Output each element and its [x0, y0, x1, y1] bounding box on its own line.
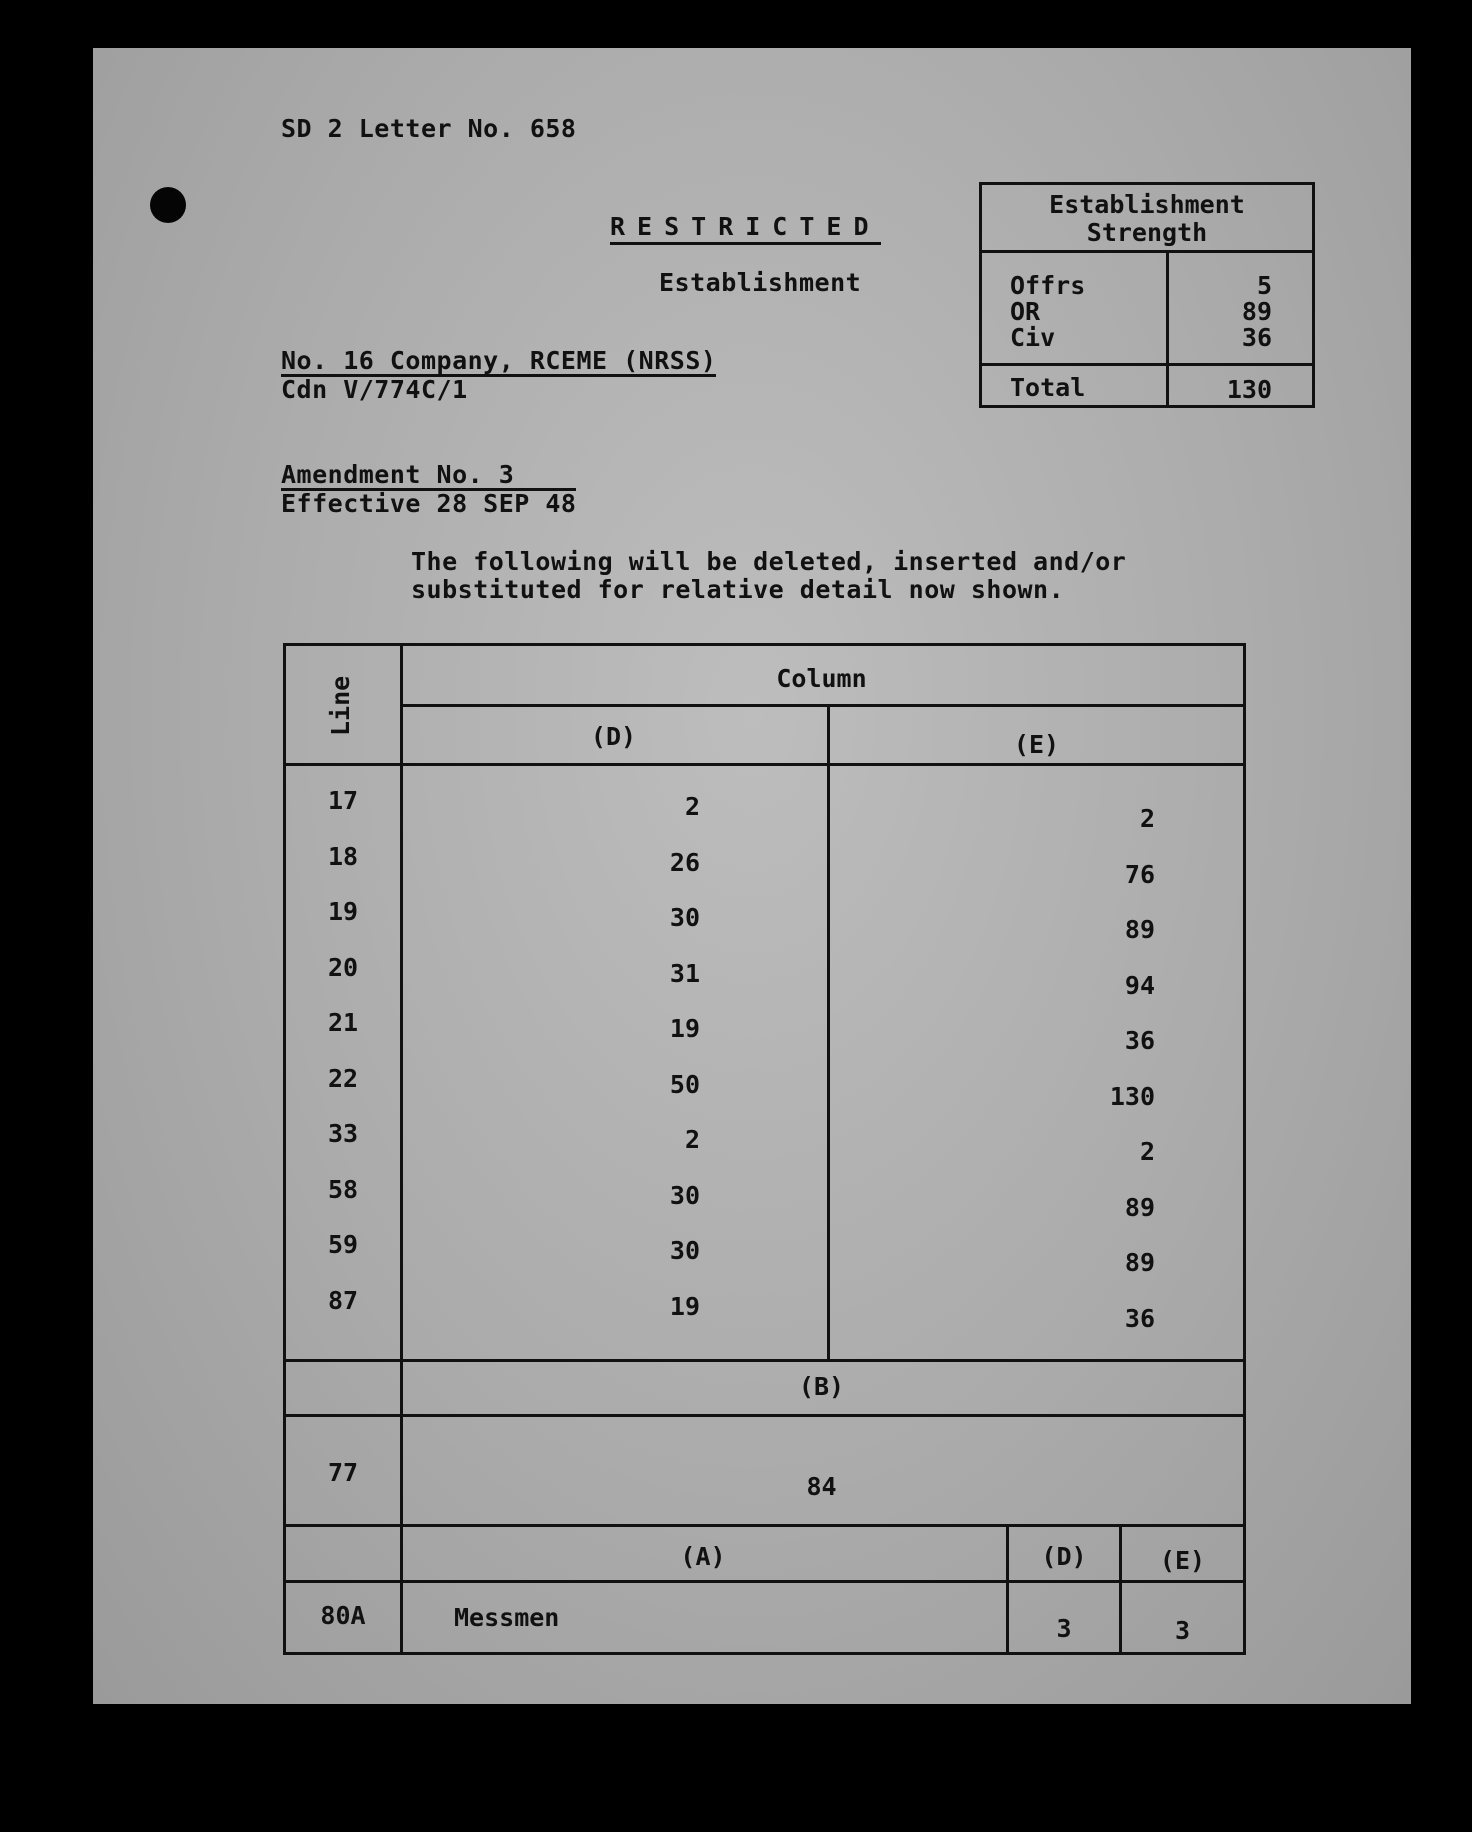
row-col-e-value: 89 [1124, 915, 1155, 944]
line-header: Line [326, 675, 355, 736]
document-type: Establishment [659, 268, 862, 297]
col-d-header-a: (D) [1041, 1542, 1087, 1571]
strength-label-civ: Civ [1010, 323, 1056, 352]
row-col-d-value: 50 [669, 1069, 700, 1099]
row-line-number: 33 [327, 1119, 359, 1148]
column-header: Column [776, 664, 867, 693]
row-col-d-value: 30 [669, 903, 700, 932]
row-col-d-value: 31 [669, 958, 700, 988]
strength-label-offrs: Offrs [1010, 271, 1086, 300]
document-page [93, 48, 1411, 1704]
col-b-header: (B) [798, 1372, 845, 1401]
col-d-header: (D) [590, 722, 637, 751]
intro-line-2: substituted for relative detail now shown. [411, 575, 1065, 604]
row-col-d-value: 26 [669, 847, 700, 877]
row-line-number: 59 [327, 1230, 359, 1259]
strength-value-offrs: 5 [1256, 271, 1272, 300]
messmen-description: Messmen [454, 1603, 560, 1632]
strength-value-or: 89 [1241, 297, 1272, 326]
row-col-e-value: 89 [1124, 1192, 1155, 1222]
intro-line-1: The following will be deleted, inserted and/or [411, 547, 1127, 576]
row-col-e-value: 89 [1124, 1248, 1155, 1277]
strength-total-label: Total [1010, 373, 1086, 402]
letter-reference: SD 2 Letter No. 658 [281, 114, 577, 143]
row-col-e-value: 2 [1139, 1137, 1155, 1166]
row-col-d-value: 2 [684, 792, 700, 821]
col-a-header: (A) [680, 1542, 726, 1571]
row-col-d-value: 2 [684, 1125, 700, 1154]
row-line-number: 18 [327, 841, 359, 871]
row-line-number: 58 [327, 1174, 359, 1204]
strength-header [982, 185, 1312, 253]
amendment-number: Amendment No. 3 [281, 462, 576, 491]
row-col-e-value: 36 [1124, 1026, 1155, 1055]
intro-paragraph [411, 548, 1126, 604]
strength-label-or: OR [1010, 297, 1041, 326]
establishment-strength-box [979, 182, 1315, 408]
amendment-effective: Effective 28 SEP 48 [281, 489, 577, 518]
amendment-table [283, 643, 1246, 1655]
row-col-e-value: 94 [1124, 970, 1155, 1000]
unit-block [281, 348, 716, 403]
row-col-e-value: 36 [1124, 1303, 1155, 1333]
col-e-header: (E) [1013, 730, 1060, 759]
row-col-d-value: 30 [669, 1180, 700, 1210]
unit-code: Cdn V/774C/1 [281, 375, 468, 404]
row-col-e-value: 2 [1139, 804, 1155, 833]
strength-value-civ: 36 [1241, 323, 1272, 352]
punch-hole [150, 187, 186, 223]
row-line-number: 87 [327, 1285, 359, 1315]
line-80a: 80A [320, 1601, 366, 1630]
col-e-header-a: (E) [1159, 1546, 1206, 1575]
messmen-d-value: 3 [1056, 1614, 1072, 1643]
messmen-e-value: 3 [1174, 1616, 1191, 1645]
strength-title-line1: Establishment [1049, 190, 1245, 219]
row-line-number: 20 [327, 952, 359, 982]
row-col-d-value: 30 [669, 1236, 700, 1265]
row-line-number: 19 [327, 897, 359, 926]
row-col-e-value: 76 [1124, 859, 1155, 889]
line-77: 77 [327, 1458, 359, 1487]
row-line-number: 22 [327, 1063, 359, 1093]
unit-name: No. 16 Company, RCEME (NRSS) [281, 346, 717, 375]
amendment-block [281, 462, 576, 517]
strength-title-line2: Strength [1086, 218, 1208, 247]
row-col-d-value: 19 [669, 1291, 700, 1321]
classification-heading: RESTRICTED [610, 212, 881, 245]
row-line-number: 17 [327, 786, 359, 815]
row-line-number: 21 [327, 1008, 359, 1037]
strength-total-value: 130 [1226, 375, 1272, 404]
col-b-value: 84 [806, 1472, 837, 1501]
row-col-e-value: 130 [1109, 1081, 1155, 1111]
row-col-d-value: 19 [669, 1014, 700, 1043]
